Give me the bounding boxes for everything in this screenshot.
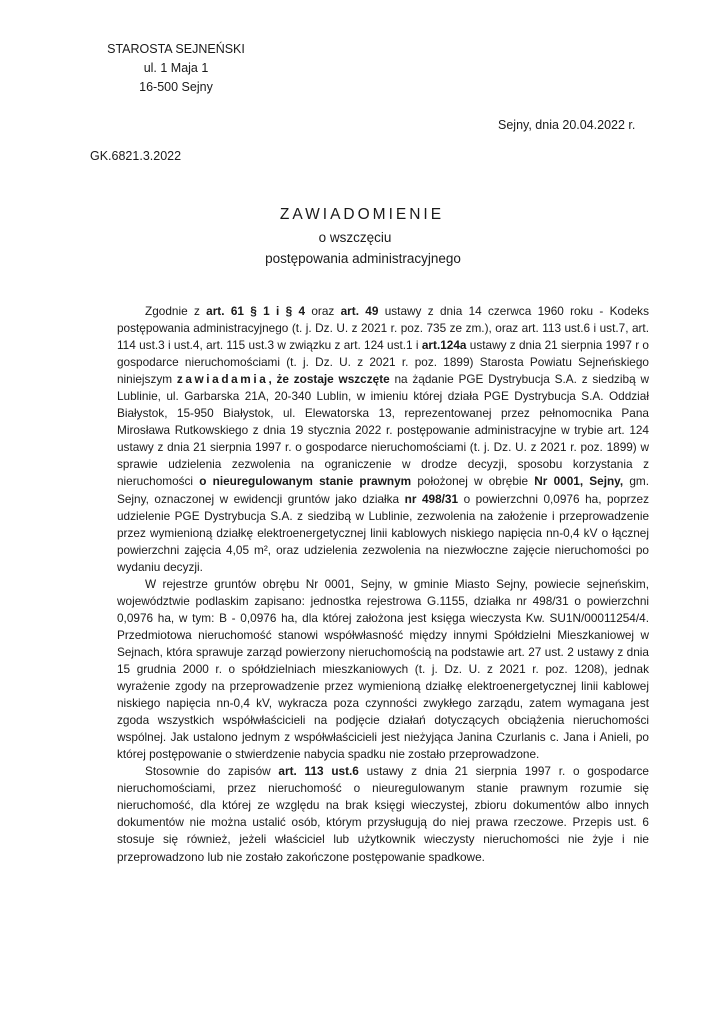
body-paragraph-3 (117, 763, 649, 865)
document-body (117, 303, 649, 866)
text-run: gm. Sejny, oznaczonej w ewidencji gruntów jako działka (117, 474, 650, 506)
text-run: ustawy z dnia 21 sierpnia 1997 r o gospodarce nieruchomościami (t. j. Dz. U. z 2021 r. poz. 1899) Starosta Powiatu Sejneńskiego niniejszym (117, 338, 649, 387)
authority-name: STAROSTA SEJNEŃSKI (107, 42, 245, 56)
text-run: Nr 0001, Sejny, (534, 474, 624, 489)
text-run: ustawy z dnia 14 czerwca 1960 roku - Kodeks postępowania administracyjnego (t. j. Dz. U. z 2021 r. poz. 735 ze zm.), oraz art. 113 ust.6 i ust.7, art. 114 ust.3 i ust.4, art. 115 ust.3 w związku z art. 124 ust.1 i (117, 304, 649, 353)
body-paragraph-1 (117, 303, 649, 576)
text-run: art. 49 (340, 304, 379, 318)
text-run: W rejestrze gruntów obrębu Nr 0001, Sejny, w gminie Miasto Sejny, powiecie sejneńskim, województwie podlaskim zapisano: jednostka rejestrowa G.1155, działka nr 498/31 o powierzchni 0,0976 ha, w tym: B - 0,0976 ha, dla której założona jest księga wieczysta Kw. SU1N/00011254/4. Przedmiotowa nieruchomość stanowi współwłasność między innymi Spółdzielni Mieszkaniowej w Sejnach, która sprawuje zarząd powierzony nieruchomością na podstawie art. 27 ust. 2 ustawy z dnia 15 grudnia 2000 r. o spółdzielniach mieszkaniowych (t. j. Dz. U. z 2021 r. poz. 1208), jednak wyrażenie zgody na przeprowadzenie przez wymienioną działkę elektroenergetycznej linii kablowej niskiego napięcia nn-0,4 kV, wykracza poza czynności zwykłego zarządu, zatem wymagana jest zgoda wszystkich współwłaścicieli na podjęcie działań dotyczących obciążenia nieruchomości wspólnej. Jak ustalono jednym z współwłaścicieli jest nieżyjąca Janina Czurlanis c. Jana i Anieli, po której postępowanie o stwierdzenie nabycia spadku nie zostało przeprowadzone. (117, 576, 649, 762)
text-run: art.124a (421, 338, 467, 353)
text-run: art. 113 ust.6 (278, 764, 359, 779)
place-date: Sejny, dnia 20.04.2022 r. (498, 118, 636, 132)
text-run: zawiadamia (176, 372, 269, 387)
text-run: oraz (305, 304, 341, 318)
body-paragraph-2 (117, 576, 649, 764)
text-run: , że zostaje wszczęte (268, 372, 390, 387)
text-run: o powierzchni 0,0976 ha, poprzez udzielenie PGE Dystrybucja S.A. z siedzibą w Lublinie, zezwolenia na założenie i przeprowadzenie przez wymienioną działkę elektroenergetycznej linii kablowych niskiego napięcia nn-0,4 kV o łącznej powierzchni zajęcia 4,05 m², oraz udzielenia zezwolenia na niezwłoczne zajęcie nieruchomości po wydaniu decyzji. (117, 491, 649, 574)
text-run: położonej w obrębie (411, 474, 535, 489)
authority-address (96, 40, 256, 97)
text-run: Zgodnie z (145, 304, 207, 318)
text-run: Stosownie do zapisów (145, 764, 279, 779)
authority-city: 16-500 Sejny (139, 80, 213, 94)
case-number: GK.6821.3.2022 (90, 149, 182, 163)
text-run: nr 498/31 (404, 491, 459, 506)
document-subtitle-line1: o wszczęciu (318, 230, 392, 245)
text-run: art. 61 § 1 i § 4 (206, 304, 306, 318)
text-run: ustawy z dnia 21 sierpnia 1997 r. o gospodarce nieruchomościami, przez nieruchomość o nieuregulowanym stanie prawnym rozumie się nieruchomość, dla której ze względu na brak księgi wieczystej, zbioru dokumentów albo innych dokumentów nie można ustalić osób, którym przysługują do niej prawa rzeczowe. Przepis ust. 6 stosuje się również, jeżeli właściciel lub użytkownik wieczysty nieruchomości nie żyje i nie przeprowadzono lub nie zostało zakończone postępowanie spadkowe. (117, 764, 649, 864)
document-title: ZAWIADOMIENIE (279, 206, 445, 223)
authority-street: ul. 1 Maja 1 (143, 61, 209, 75)
text-run: na żądanie PGE Dystrybucja S.A. z siedzibą w Lublinie, ul. Garbarska 21A, 20-340 Lublin, w imieniu której działa PGE Dystrybucja S.A. Oddział Białystok, 15-950 Białystok, ul. Elewatorska 13, reprezentowanej przez pełnomocnika Pana Mirosława Rutkowskiego z dnia 19 stycznia 2022 r. postępowanie administracyjne w trybie art. 124 ustawy z dnia 21 sierpnia 1997 r. o gospodarce nieruchomościami (t. j. Dz. U. z 2021 r. poz. 1899) w sprawie udzielenia zezwolenia na ograniczenie w drodze decyzji, sposobu korzystania z nieruchomości (117, 372, 649, 489)
document-subtitle-line2: postępowania administracyjnego (265, 251, 461, 266)
text-run: o nieuregulowanym stanie prawnym (199, 474, 412, 489)
